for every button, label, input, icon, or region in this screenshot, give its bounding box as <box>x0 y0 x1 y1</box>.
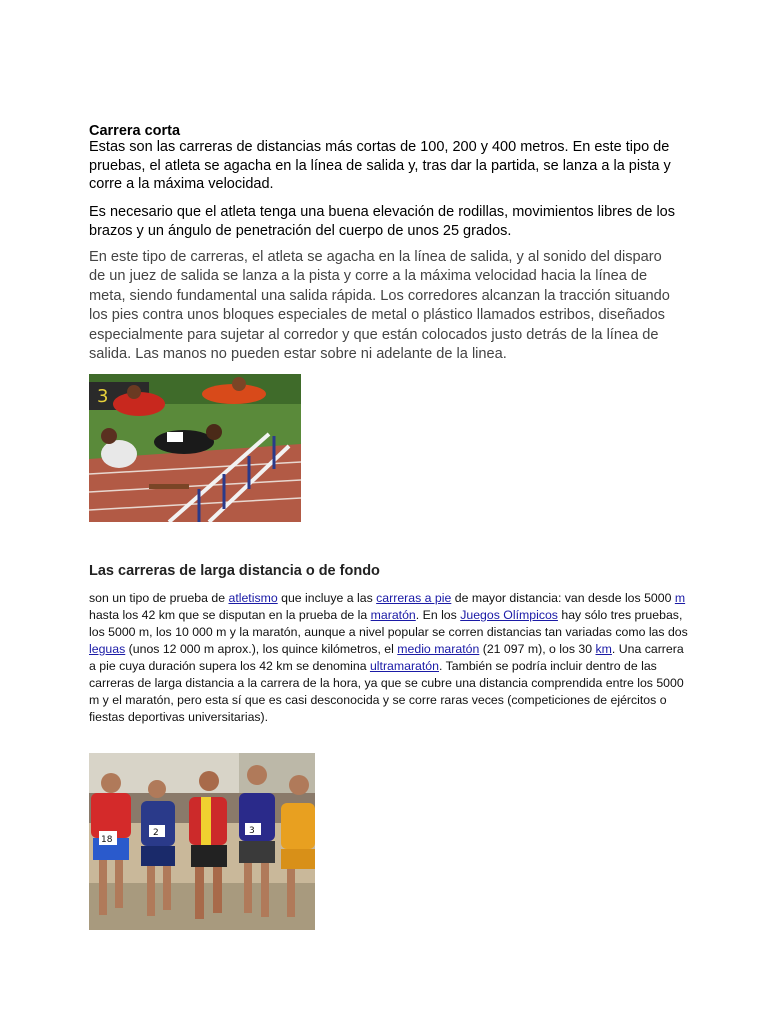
text-run: hasta los 42 km que se disputan en la prueba de la <box>89 608 371 622</box>
link-medio-maraton[interactable]: medio maratón <box>397 642 480 656</box>
link-carreras-a-pie[interactable]: carreras a pie <box>376 591 452 605</box>
link-leguas[interactable]: leguas <box>89 642 126 656</box>
short-race-paragraph-3: En este tipo de carreras, el atleta se agacha en la línea de salida, y al sonido del disparo de un juez de salida se lanza a la pista y corre a la máxima velocidad hacia la línea de meta, siendo fundamental una salida rápida. Los corredores alcanzan la tracción situando los pies contra unos bloques especiales de metal o plástico llamados estribos, diseñados especialmente para sujetar al corredor y que están colocados justo detrás de la línea de salida. Las manos no pueden estar sobre ni adelante de la linea. <box>89 249 670 363</box>
short-race-paragraph-1: Estas son las carreras de distancias más cortas de 100, 200 y 400 metros. En este tipo de pruebas, el atleta se agacha en la línea de salida y, tras dar la partida, se lanza a la pista y corre a la máxima velocidad. <box>89 139 671 193</box>
bib-number-2: 2 <box>153 828 159 838</box>
text-run: hay sólo tres pruebas, los 5000 m, los 10 000 m y la maratón, aunque a nivel popular se corren distancias tan variadas como las dos <box>89 608 688 639</box>
short-race-paragraph-2: Es necesario que el atleta tenga una buena elevación de rodillas, movimientos libres de los brazos y un ángulo de penetración del cuerpo de unos 25 grados. <box>89 204 675 239</box>
text-run: son un tipo de prueba de <box>89 591 229 605</box>
link-km[interactable]: km <box>595 642 612 656</box>
short-race-heading: Carrera corta <box>89 123 181 139</box>
link-metro[interactable]: m <box>674 591 686 605</box>
long-race-paragraph <box>89 590 689 726</box>
text-run: (unos 12 000 m aprox.), los quince kilómetros, el <box>125 642 398 656</box>
text-run: . También se podría incluir dentro de las carreras de larga distancia a la carrera de la hora, ya que se cubre una distancia comprendida entre los 5000 m y el maratón, pero esta sí que es casi desconocida y se corre raras veces (competiciones de ejércitos o fiestas deportivas universitarias). <box>89 659 684 724</box>
text-run: que incluye a las <box>277 591 377 605</box>
svg-text:3: 3 <box>97 386 109 407</box>
text-run: . En los <box>415 608 461 622</box>
link-maraton[interactable]: maratón <box>370 608 416 622</box>
bib-number-3: 3 <box>249 826 255 836</box>
link-atletismo[interactable]: atletismo <box>228 591 278 605</box>
text-run: . Una carrera a pie cuya duración supera los 42 km se denomina <box>89 642 684 673</box>
link-ultramaraton[interactable]: ultramaratón <box>369 659 439 673</box>
long-race-heading: Las carreras de larga distancia o de fondo <box>89 563 380 579</box>
bib-number-18: 18 <box>101 835 113 845</box>
long-distance-runners-photo <box>89 753 315 930</box>
link-juegos-olimpicos[interactable]: Juegos Olímpicos <box>460 608 558 622</box>
text-run: de mayor distancia: van desde los 5000 <box>451 591 675 605</box>
text-run: (21 097 m), o los 30 <box>479 642 596 656</box>
hurdles-race-photo <box>89 374 301 522</box>
